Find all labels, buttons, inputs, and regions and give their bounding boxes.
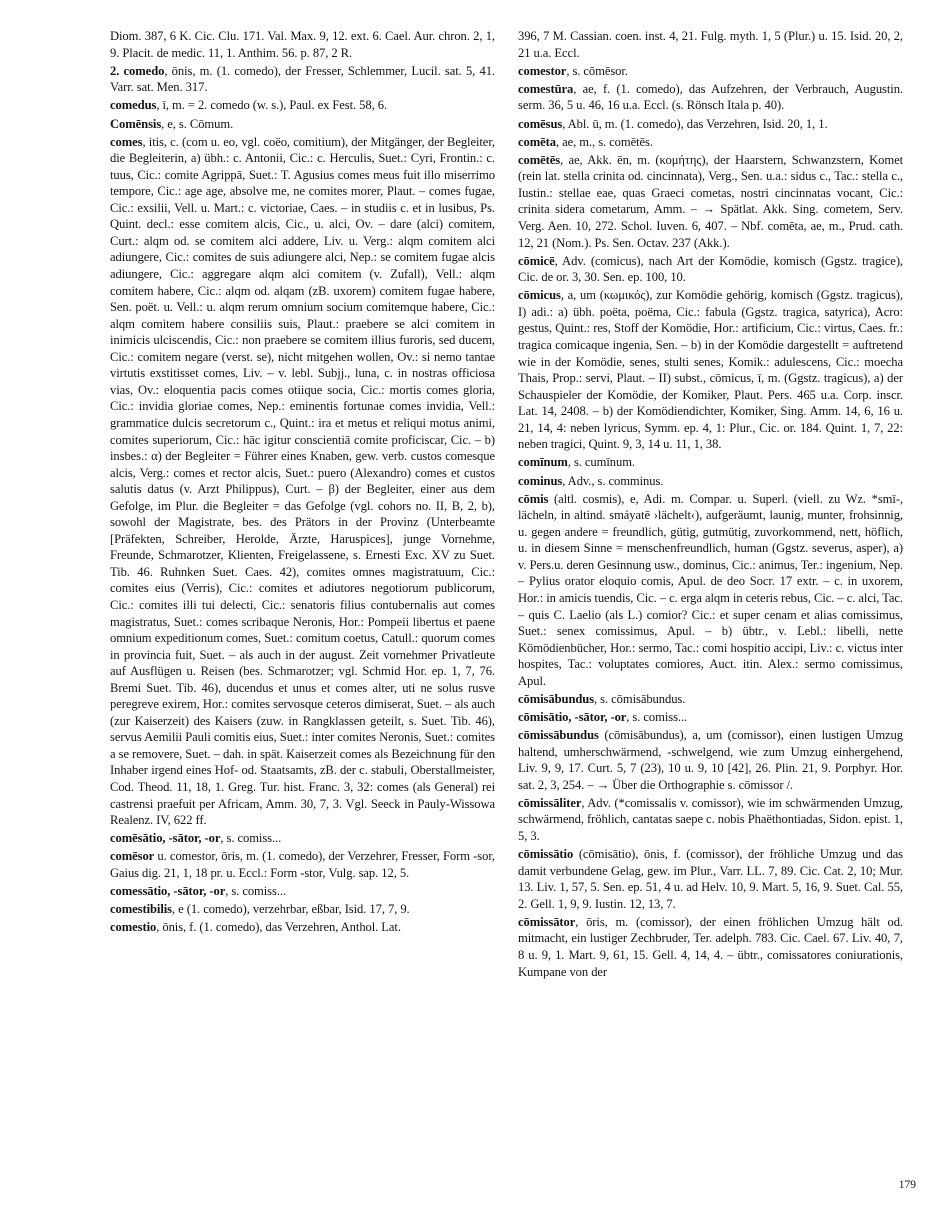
entry-body: , s. comiss... [225, 884, 287, 899]
entry-body: , ōnis, m. (1. comedo), der Fresser, Schlemmer, Lucil. sat. 5, 41. Varr. sat. Men. 317. [110, 63, 495, 95]
entry-body: , itis, c. (com u. eo, vgl. coëo, comitium), der Mitgänger, der Begleiter, die Begleiterin, a) übh.: c. Antonii, Cic.: c. Herculis, Suet.: Cyri, Frontin.: c. tuus, Cic.: comite Agrippā, Suet.: T. Agusius comes meus fuit illo miserrimo tempore, Cic.: age age, absolve me, ne comites morer, Plaut. – comes fugae, Cic.: exsilii, Vell. u. Mart.: c. victoriae, Caes. – in studiis c. et in lusibus, Ps. Quint. decl.: esse comitem alcis, Cic., u. alci, Ov. – dare (alci) comitem, Curt.: alqm od. se comitem alci addere, Liv. u. Verg.: alqm comitem alci adiungere, Cic.: comites de suis adiungere alci, Nep.: se comitem fugae alcis adiungere, Cic.: aggregare alqm alci comitem (v. Zufall), Vell.: alqm comitem habere, Cic.: alqm od. alqam (zB. uxorem) comitem fugae habere, Sen. poët. u. Vell.: u. alqm rerum omnium socium comitemque habere, Cic.: alqm comitem habere consiliis suis, Plaut.: praebere se alci comitem in inimicis ulciscendis, Cic.: non praebere se comitem illius furoris, sed ducem, Cic.: comitem negare (verst. se), nicht mitgehen wollen, Ov.: si nemo tantae virtutis exstitisset comes, Liv. – v. lebl. Subjj., luna, c. in nostras officiosa vias, Ov.: eloquentia pacis comes otiique socia, Cic.: mortis comes gloria, Cic.: invidia gloriae comes, Nep.: eminentis fortunae comes invidia, Vell.: grammatice dulcis secretorum c., Quint.: ira et metus et reliqui motus animi, comites superiorum, Cic.: hāc igitur conscientiā comite proficiscar, Cic. – b) insbes.: α) der Begleiter = Führer eines Knaben, gew. verb. custos comesque alcis, Verg.: comes et rector alcis, Suet.: puero (Alexandro) comes et custos salutis datus (v. Arzt Philippus), Curt. – β) der Begleiter, einer aus dem Gefolge, im Plur. die Begleiter = das Gefolge (vgl. cohors no. II, B, 2, b), sowohl der Magistrate, bes. des Prätors in der Provinz (Unterbeamte [Präfekten, Schreiber, Herolde, Ärzte, Haruspices], junge Vornehme, Freunde, Schmarotzer, Klienten, Freigelassene, s. Ernesti Exc. XV zu Suet. Tib. 46. Ruhnken Suet. Caes. 42), comites omnes magistratuum, Cic.: comites eius (Verris), Cic.: comites et adiutores negotiorum publicorum, Cic.: comites illi tui delecti, Cic.: senatoris filius contubernalis aut comes magistratus, Suet.: comes scribaque Neronis, Hor.: Pompeii libertus et paene omnium expeditionum comes, Suet.: comitum coetus, Catull.: quorum comes in provincia fuit, Suet. – als auch in der august. Zeit vornehmer Privatleute auf Ausflügen u. Reisen (bes. Schmarotzer; vgl. Schmid Hor. ep. 1, 7, 76. Bremi Suet. Tib. 46), ducendus et unus et comes alter, uti ne solus rusve peregreve exirem, Hor.: comites servosque ceteros dimiserat, Suet. – als auch (zur Kaiserzeit) des Kaisers (zuw. in Rangklassen geteilt, s. Suet. Tib. 46), servus Aemilii Pauli comitis eius, Suet.: inter comites Neronis, Suet.: comites a se removere, Suet. – dah. in spät. Kaiserzeit comes als Bezeichnung für den Inhaber irgend eines Hof- od. Staatsamts, zB. der c. stabuli, Oberstallmeister, Cod. Theod. 11, 18, 1. Greg. Tur. hist. Franc. 3, 32: comes (als General) rei castrensi praefuit per Africam, Amm. 30, 7, 3. Vgl. Seeck in Pauly-Wissowa Realenz. IV, 622 ff. [110, 134, 495, 828]
entry-body: Diom. 387, 6 K. Cic. Clu. 171. Val. Max. 9, 12. ext. 6. Cael. Aur. chron. 2, 1, 9. Placit. de medic. 11, 1. Anthim. 56. p. 87, 2 R. [110, 29, 495, 60]
entry-body: , s. cumīnum. [567, 455, 636, 470]
page-number: 179 [898, 1179, 916, 1191]
entry-headword: comēsātio, -sātor, -or [110, 831, 221, 846]
entry-body: , Adv. (*comissalis v. comissor), wie im schwärmenden Umzug, schwärmend, fröhlich, cantatas saepe c. nobis Phaëthontiadas, Sidon. epist. 1, 5, 3. [518, 795, 903, 844]
entry-body: , ae, Akk. ēn, m. (κομήτης), der Haarstern, Schwanzstern, Komet (rein lat. stella crinita od. cincinnata), Verg., Sen. u.a.: sidus c., Tac.: stella c., Iustin.: stellae eae, quas Graeci cometas, nostri cincinnatas vocant, Cic.: crinita sidera cometarum, Amm. – → Spätlat. Akk. Sing. cometem, Serv. Verg. Aen. 10, 272. Schol. Iuven. 6, 407. – Nbf. comēta, ae, m., Prud. cath. 12, 21 (Nom.). Ps. Sen. Octav. 237 (Akk.). [518, 152, 903, 250]
entry-headword: comestibilis [110, 902, 173, 917]
dictionary-entry [110, 63, 495, 96]
right-column [518, 28, 903, 982]
entry-body: , s. comiss... [626, 710, 688, 724]
entry-headword: 2. comedo [110, 63, 165, 78]
entry-headword: comīnum [518, 455, 568, 470]
entry-body: , e, s. Cōmum. [161, 116, 234, 131]
dictionary-entry [518, 454, 903, 471]
dictionary-entry [518, 81, 903, 114]
entry-body: , e (1. comedo), verzehrbar, eßbar, Isid. 17, 7, 9. [172, 902, 410, 917]
entry-headword: cōmissātor [518, 914, 576, 929]
dictionary-entry [518, 795, 903, 845]
entry-body: 396, 7 M. Cassian. coen. inst. 4, 21. Fulg. myth. 1, 5 (Plur.) u. 15. Isid. 20, 2, 21 u.a. Eccl. [518, 29, 903, 60]
dictionary-entry [518, 846, 903, 912]
entry-headword: comessātio, -sātor, -or [110, 884, 226, 899]
entry-body: , Abl. ū, m. (1. comedo), das Verzehren, Isid. 20, 1, 1. [562, 116, 828, 131]
entry-headword: comēsor [110, 849, 155, 864]
dictionary-entry [518, 491, 903, 690]
dictionary-entry [518, 709, 903, 726]
entry-headword: comēsus [518, 116, 563, 131]
entry-body: , s. cōmisābundus. [594, 691, 686, 706]
dictionary-entry [518, 28, 903, 61]
dictionary-entry [518, 727, 903, 793]
entry-body: , ōnis, f. (1. comedo), das Verzehren, Anthol. Lat. [156, 920, 401, 935]
left-column [110, 28, 495, 937]
entry-body: , s. cōmēsor. [566, 63, 628, 78]
entry-headword: cōmissātio [518, 847, 574, 862]
dictionary-entry [110, 830, 495, 847]
dictionary-entry [110, 883, 495, 900]
entry-body: , ae, m., s. comētēs. [555, 134, 653, 149]
dictionary-entry [518, 116, 903, 133]
entry-headword: cōmicus [518, 288, 561, 303]
entry-body: (altl. cosmis), e, Adi. m. Compar. u. Superl. (viell. zu Wz. *smī-, lächeln, in altind. smáyatē ›lächelt‹), aufgeräumt, launig, munter, frohsinnig, u. gegen andere = freundlich, gütig, gutmütig, zuvorkommend, nett, höflich, u. in diesem Sinne = menschenfreundlich, human (Ggstz. severus, asper), a) v. Pers.u. deren Gesinnung usw., dominus, Cic.: animus, Ter.: ingenium, Nep. – Pylius orator eloquio comis, Apul. de deo Socr. 17 extr. – c. in uxorem, Hor.: in amicis tuendis, Cic. – c. erga alqm in ceteris rebus, Cic. – c. alci, Tac. – quis C. Laelio (als L.) comior? Cic.: et super cenam et alias comissimus, Suet.: senex comissimus, Apul. – b) übtr., v. Lebl.: libelli, nette Kömödienbücher, Hor.: sermo, Tac.: comi hospitio accipi, Liv.: c. victus inter hospites, Tac.: voluptates comiores, Auct. itin. Alex.: sermo comissimus, Apul. [518, 491, 903, 688]
dictionary-entry [518, 287, 903, 452]
dictionary-entry [518, 152, 903, 251]
entry-body: , a, um (κωμικός), zur Komödie gehörig, komisch (Ggstz. tragicus), I) adi.: a) übh. poëta, poëma, Cic.: fabula (Ggstz. tragica, satyrica), Acro: gestus, Quint.: res, Stoff der Komödie, Hor.: artificium, Cic.: virtus, Caes. fr.: tragica comicaque ingenia, Sen. – b) in der Komödie dargestellt = auftretend wie in der Komödie, senes, stulti senes, Komik.: adulescens, Cic.: moecha Thais, Prop.: servi, Plaut. – II) subst., cōmicus, ī, m. (Ggstz. tragicus), a) der Schauspieler der Komödie, der Komiker, Plaut. Pers. 465 u.a. Corp. inscr. Lat. 14, 2408. – b) der Komödiendichter, Komiker, Sing. Amm. 14, 6, 16 u. 21, 14, 4: neben lyricus, Symm. ep. 4, 1: Plur., Cic. or. 184. Quint. 1, 7, 22: neben tragici, Quint. 9, 3, 14 u. 11, 1, 38. [518, 288, 903, 452]
dictionary-entry [518, 914, 903, 980]
entry-body: (cōmisābundus), a, um (comissor), einen lustigen Umzug haltend, umherschwärmend, -schwelgend, wie zum Umzug einhergehend, Liv. 9, 9, 17. Curt. 5, 7 (23), 10 u. 9, 10 [42], 26. Plin. 21, 9. Porphyr. Hor. sat. 2, 3, 254. – → Über die Orthographie s. cōmissor /. [518, 728, 903, 792]
entry-body: , ae, f. (1. comedo), das Aufzehren, der Verbrauch, Augustin. serm. 36, 5 u. 46, 16 u.a. Eccl. (s. Rönsch Itala p. 40). [518, 81, 903, 113]
entry-headword: comestio [110, 920, 157, 935]
entry-headword: cōmissāliter [518, 795, 582, 810]
entry-headword: comēta [518, 134, 556, 149]
entry-headword: comētēs [518, 152, 561, 167]
entry-body: , s. comiss... [220, 831, 282, 846]
dictionary-entry [110, 134, 495, 829]
entry-body: , ī, m. = 2. comedo (w. s.), Paul. ex Fest. 58, 6. [156, 98, 388, 113]
entry-headword: comestūra [518, 81, 574, 96]
dictionary-entry [110, 28, 495, 61]
entry-headword: cōmicē [518, 253, 555, 268]
entry-body: (cōmisātio), ōnis, f. (comissor), der fröhliche Umzug und das damit verbundene Gelag, gew. im Plur., Varr. LL. 7, 89. Cic. Cat. 2, 10; Mur. 13. Liv. 1, 57, 5. Sen. ep. 51, 4 u. ad Helv. 10, 9. Mart. 5, 16, 9. Suet. Cal. 55, 2. Gell. 1, 9, 9. Iustin. 12, 13, 7. [518, 847, 903, 911]
dictionary-entry [518, 253, 903, 286]
dictionary-entry [110, 116, 495, 133]
dictionary-entry [518, 134, 903, 151]
entry-headword: Comēnsis [110, 116, 162, 131]
dictionary-entry [110, 919, 495, 936]
entry-body: , ōris, m. (comissor), der einen fröhlichen Umzug hält od. mitmacht, ein lustiger Zechbruder, Ter. adelph. 783. Cic. Cael. 67. Liv. 40, 7, 8 u. 9, 1. Mart. 9, 61, 15. Gell. 4, 14, 4. – übtr., comissatores coniurationis, Kumpane von der [518, 914, 903, 979]
dictionary-entry [518, 691, 903, 708]
entry-headword: cōmis [518, 491, 549, 506]
dictionary-entry [110, 848, 495, 881]
entry-headword: cominus [518, 473, 563, 488]
entry-body: , Adv., s. comminus. [562, 473, 664, 488]
dictionary-entry [518, 473, 903, 490]
dictionary-entry [110, 901, 495, 918]
dictionary-entry [110, 97, 495, 114]
entry-headword: cōmissābundus [518, 728, 599, 743]
entry-headword: cōmisātio, -sātor, -or [518, 710, 627, 724]
entry-body: u. comestor, ōris, m. (1. comedo), der Verzehrer, Fresser, Form -sor, Gaius dig. 21, 1, 18 pr. u. Eccl.: Form -stor, Vulg. sap. 12, 5. [110, 849, 495, 880]
entry-headword: comedus [110, 98, 157, 113]
entry-body: , Adv. (comicus), nach Art der Komödie, komisch (Ggstz. tragice), Cic. de or. 3, 30. Sen. ep. 100, 10. [518, 253, 903, 285]
entry-headword: cōmisābundus [518, 691, 595, 706]
entry-headword: comestor [518, 63, 567, 78]
dictionary-entry [518, 63, 903, 80]
entry-headword: comes [110, 134, 143, 149]
